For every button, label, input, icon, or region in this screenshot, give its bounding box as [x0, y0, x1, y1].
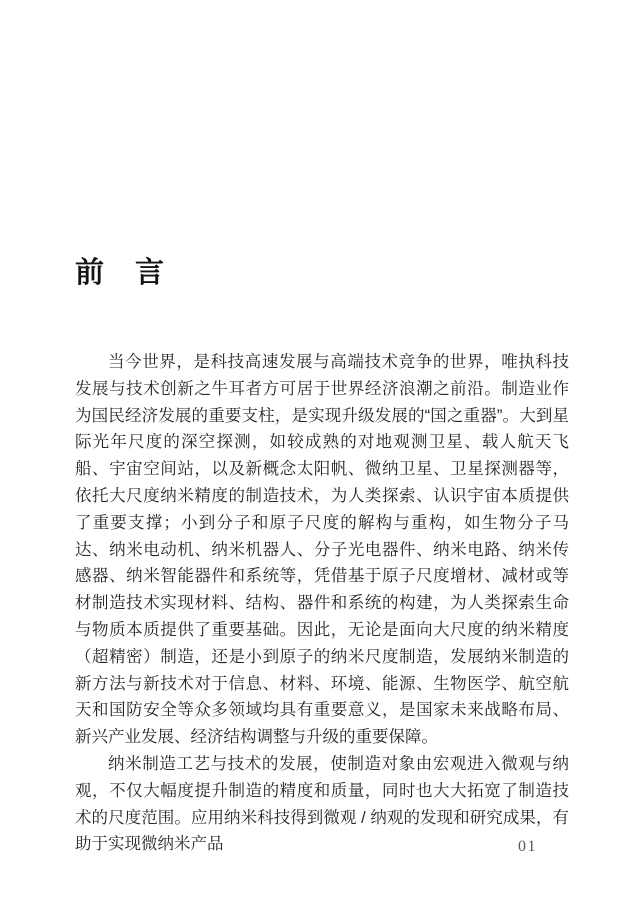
page-number: 01 — [518, 838, 537, 855]
paragraph-2: 纳米制造工艺与技术的发展，使制造对象由宏观进入微观与纳观，不仅大幅度提升制造的精度和质量，同时也大大拓宽了制造技术的尺度范围。应用纳米科技得到微观 / 纳观的发现和研究成果，有助于实现微纳米产品 — [75, 754, 569, 854]
page-title: 前 言 — [75, 257, 166, 289]
body-text — [75, 349, 569, 858]
paragraph-1: 当今世界，是科技高速发展与高端技术竞争的世界，唯执科技发展与技术创新之牛耳者方可居于世界经济浪潮之前沿。制造业作为国民经济发展的重要支柱，是实现升级发展的“国之重器”。大到星际光年尺度的深空探测，如较成熟的对地观测卫星、载人航天飞船、宇宙空间站，以及新概念太阳帆、微纳卫星、卫星探测器等，依托大尺度纳米精度的制造技术，为人类探索、认识宇宙本质提供了重要支撑；小到分子和原子尺度的解构与重构，如生物分子马达、纳米电动机、纳米机器人、分子光电器件、纳米电路、纳米传感器、纳米智能器件和系统等，凭借基于原子尺度增材、减材或等材制造技术实现材料、结构、器件和系统的构建，为人类探索生命与物质本质提供了重要基础。因此，无论是面向大尺度的纳米精度（超精密）制造，还是小到原子的纳米尺度制造，发展纳米制造的新方法与新技术对于信息、材料、环境、能源、生物医学、航空航天和国防安全等众多领域均具有重要意义，是国家未来战略布局、新兴产业发展、经济结构调整与升级的重要保障。 — [75, 353, 569, 747]
